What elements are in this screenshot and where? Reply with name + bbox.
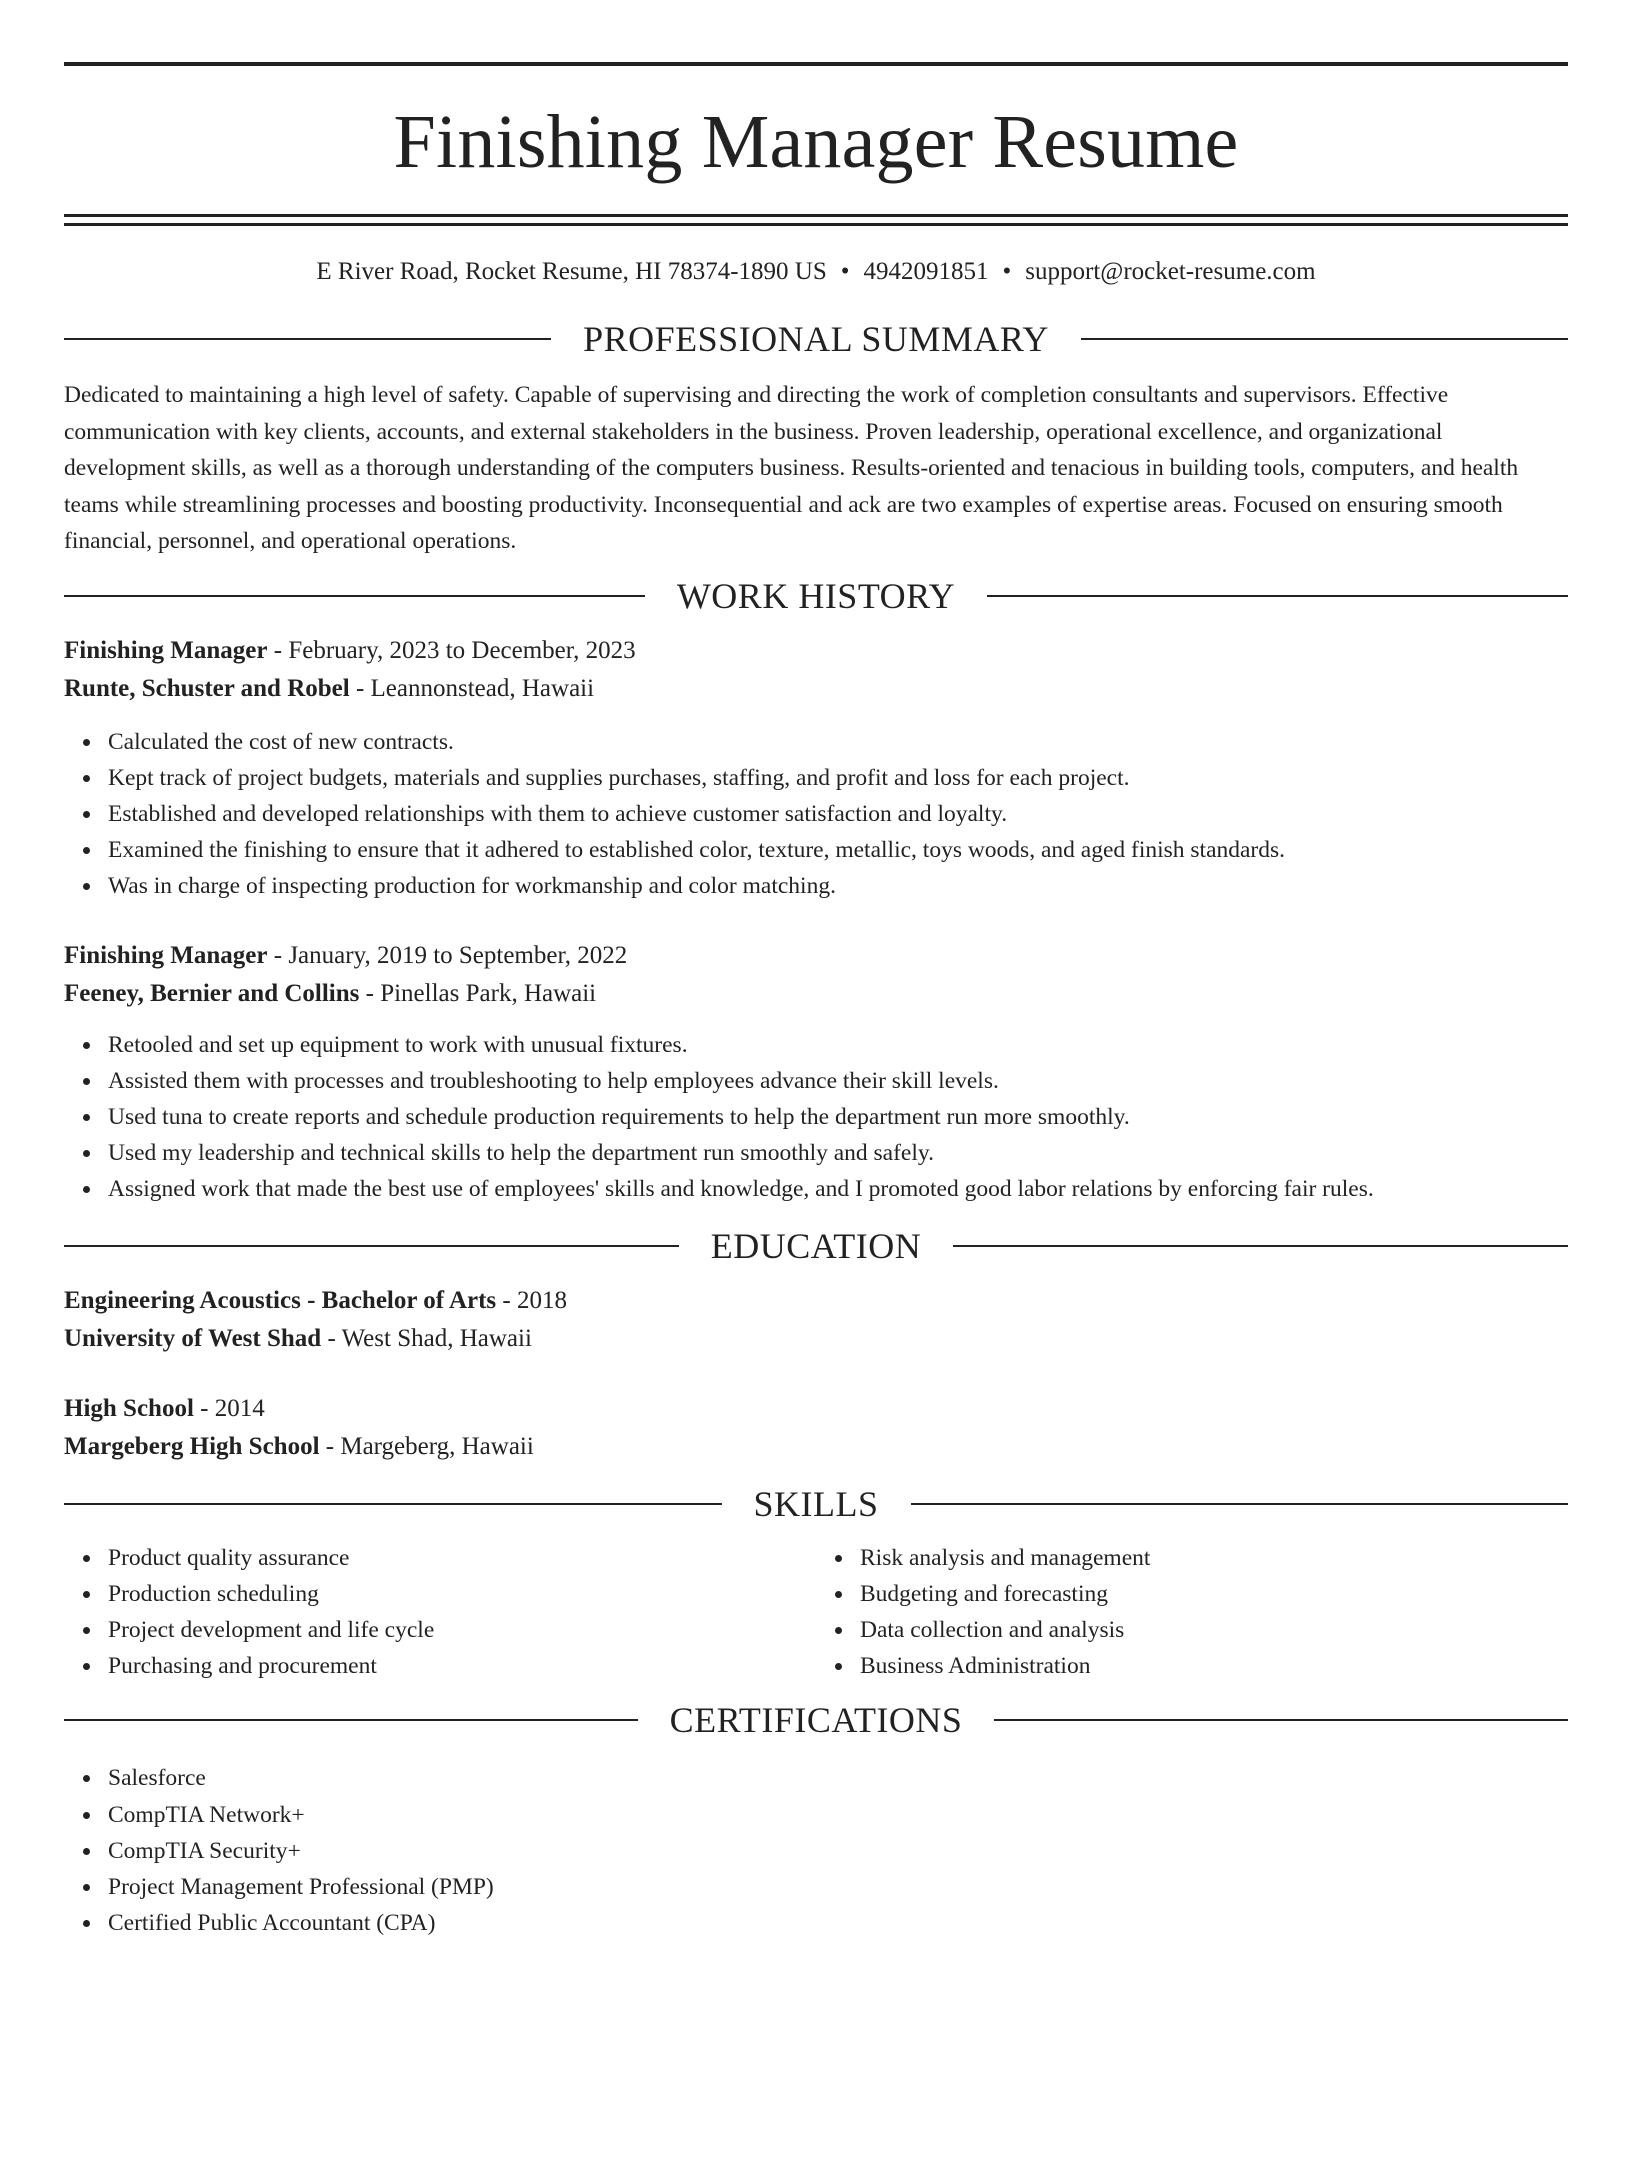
education-year: - 2014 bbox=[193, 1394, 265, 1422]
list-item: Assigned work that made the best use of employees' skills and knowledge, and I promoted good labor relations by enforcing fair rules. bbox=[108, 1171, 1568, 1207]
contact-phone: 4942091851 bbox=[863, 258, 989, 285]
heading-rule bbox=[64, 595, 645, 597]
list-item: CompTIA Network+ bbox=[108, 1797, 1568, 1833]
job-title-line bbox=[64, 632, 1568, 670]
list-item: Risk analysis and management bbox=[860, 1540, 1568, 1576]
skills-heading-label: SKILLS bbox=[753, 1483, 879, 1524]
heading-rule bbox=[911, 1503, 1569, 1505]
job-company-line bbox=[64, 975, 1568, 1013]
resume-page bbox=[0, 62, 1632, 2174]
heading-rule bbox=[64, 1503, 722, 1505]
list-item: Established and developed relationships with them to achieve customer satisfaction and loyalty. bbox=[108, 796, 1568, 832]
list-item: Used my leadership and technical skills to help the department run smoothly and safely. bbox=[108, 1135, 1568, 1171]
resume-title: Finishing Manager Resume bbox=[393, 100, 1239, 184]
education-degree: High School bbox=[64, 1394, 194, 1422]
job-company: Runte, Schuster and Robel bbox=[64, 674, 350, 702]
job-bullets bbox=[64, 1027, 1568, 1208]
work-heading-label: WORK HISTORY bbox=[676, 575, 956, 616]
list-item: Assisted them with processes and troubleshooting to help employees advance their skill levels. bbox=[108, 1063, 1568, 1099]
list-item: Product quality assurance bbox=[108, 1540, 816, 1576]
list-item: Budgeting and forecasting bbox=[860, 1576, 1568, 1612]
summary-heading bbox=[64, 317, 1568, 361]
education-school: Margeberg High School bbox=[64, 1432, 320, 1460]
certifications-list bbox=[64, 1760, 1568, 1941]
heading-rule bbox=[987, 595, 1568, 597]
list-item: Production scheduling bbox=[108, 1576, 816, 1612]
job-location: - Pinellas Park, Hawaii bbox=[359, 979, 597, 1007]
heading-rule bbox=[994, 1719, 1568, 1721]
list-item: Project development and life cycle bbox=[108, 1612, 816, 1648]
heading-rule bbox=[64, 1719, 638, 1721]
education-heading-label: EDUCATION bbox=[710, 1225, 922, 1266]
title-double-rule bbox=[64, 214, 1568, 226]
heading-rule bbox=[1081, 338, 1568, 340]
education-entry bbox=[64, 1282, 1568, 1358]
list-item: Salesforce bbox=[108, 1760, 1568, 1796]
list-item: Used tuna to create reports and schedule production requirements to help the department run more smoothly. bbox=[108, 1099, 1568, 1135]
list-item: Was in charge of inspecting production for workmanship and color matching. bbox=[108, 868, 1568, 904]
list-item: CompTIA Security+ bbox=[108, 1833, 1568, 1869]
list-item: Kept track of project budgets, materials and supplies purchases, staffing, and profit and loss for each project. bbox=[108, 760, 1568, 796]
list-item: Project Management Professional (PMP) bbox=[108, 1869, 1568, 1905]
list-item: Examined the finishing to ensure that it adhered to established color, texture, metallic, toys woods, and aged finish standards. bbox=[108, 832, 1568, 868]
contact-email: support@rocket-resume.com bbox=[1025, 258, 1316, 285]
job-company: Feeney, Bernier and Collins bbox=[64, 979, 360, 1007]
work-heading bbox=[64, 574, 1568, 618]
education-heading bbox=[64, 1224, 1568, 1268]
education-location: - West Shad, Hawaii bbox=[321, 1324, 532, 1352]
list-item: Business Administration bbox=[860, 1648, 1568, 1684]
job-entry bbox=[64, 632, 1568, 905]
job-location: - Leannonstead, Hawaii bbox=[349, 674, 595, 702]
contact-separator: • bbox=[1002, 258, 1012, 285]
job-entry bbox=[64, 937, 1568, 1208]
heading-rule bbox=[64, 338, 551, 340]
education-entry bbox=[64, 1390, 1568, 1466]
heading-rule bbox=[953, 1245, 1568, 1247]
list-item: Calculated the cost of new contracts. bbox=[108, 724, 1568, 760]
education-school-line bbox=[64, 1320, 1568, 1358]
certifications-heading bbox=[64, 1698, 1568, 1742]
skills-list-right bbox=[816, 1540, 1568, 1685]
education-degree-line bbox=[64, 1282, 1568, 1320]
skills-heading bbox=[64, 1482, 1568, 1526]
list-item: Data collection and analysis bbox=[860, 1612, 1568, 1648]
list-item: Certified Public Accountant (CPA) bbox=[108, 1905, 1568, 1941]
skills-list-left bbox=[64, 1540, 816, 1685]
contact-line bbox=[64, 256, 1568, 288]
job-dates: - February, 2023 to December, 2023 bbox=[267, 636, 636, 664]
job-bullets bbox=[64, 724, 1568, 905]
education-location: - Margeberg, Hawaii bbox=[319, 1432, 534, 1460]
job-dates: - January, 2019 to September, 2022 bbox=[267, 941, 628, 969]
job-title: Finishing Manager bbox=[64, 636, 268, 664]
summary-heading-label: PROFESSIONAL SUMMARY bbox=[583, 319, 1049, 359]
top-rule bbox=[64, 62, 1568, 66]
education-degree: Engineering Acoustics - Bachelor of Arts bbox=[64, 1286, 497, 1314]
skills-columns bbox=[64, 1540, 1568, 1685]
summary-text: Dedicated to maintaining a high level of safety. Capable of supervising and directing the work of completion consultants and supervisors. Effective communication with key clients, accounts, and external stakeholders in the business. Proven leadership, operational excellence, and organizational development skills, as well as a thorough understanding of the computers business. Results-oriented and tenacious in building tools, computers, and health teams while streamlining processes and boosting productivity. Inconsequential and ack are two examples of expertise areas. Focused on ensuring smooth financial, personnel, and operational operations. bbox=[64, 382, 1519, 554]
education-year: - 2018 bbox=[496, 1286, 567, 1314]
education-school-line bbox=[64, 1428, 1568, 1466]
list-item: Retooled and set up equipment to work with unusual fixtures. bbox=[108, 1027, 1568, 1063]
certifications-heading-label: CERTIFICATIONS bbox=[669, 1700, 963, 1741]
job-company-line bbox=[64, 670, 1568, 708]
contact-address: E River Road, Rocket Resume, HI 78374-1890 US bbox=[316, 258, 827, 285]
heading-rule bbox=[64, 1245, 679, 1247]
job-title: Finishing Manager bbox=[64, 941, 268, 969]
job-title-line bbox=[64, 937, 1568, 975]
list-item: Purchasing and procurement bbox=[108, 1648, 816, 1684]
contact-separator: • bbox=[840, 258, 850, 285]
education-school: University of West Shad bbox=[64, 1324, 322, 1352]
education-degree-line bbox=[64, 1390, 1568, 1428]
